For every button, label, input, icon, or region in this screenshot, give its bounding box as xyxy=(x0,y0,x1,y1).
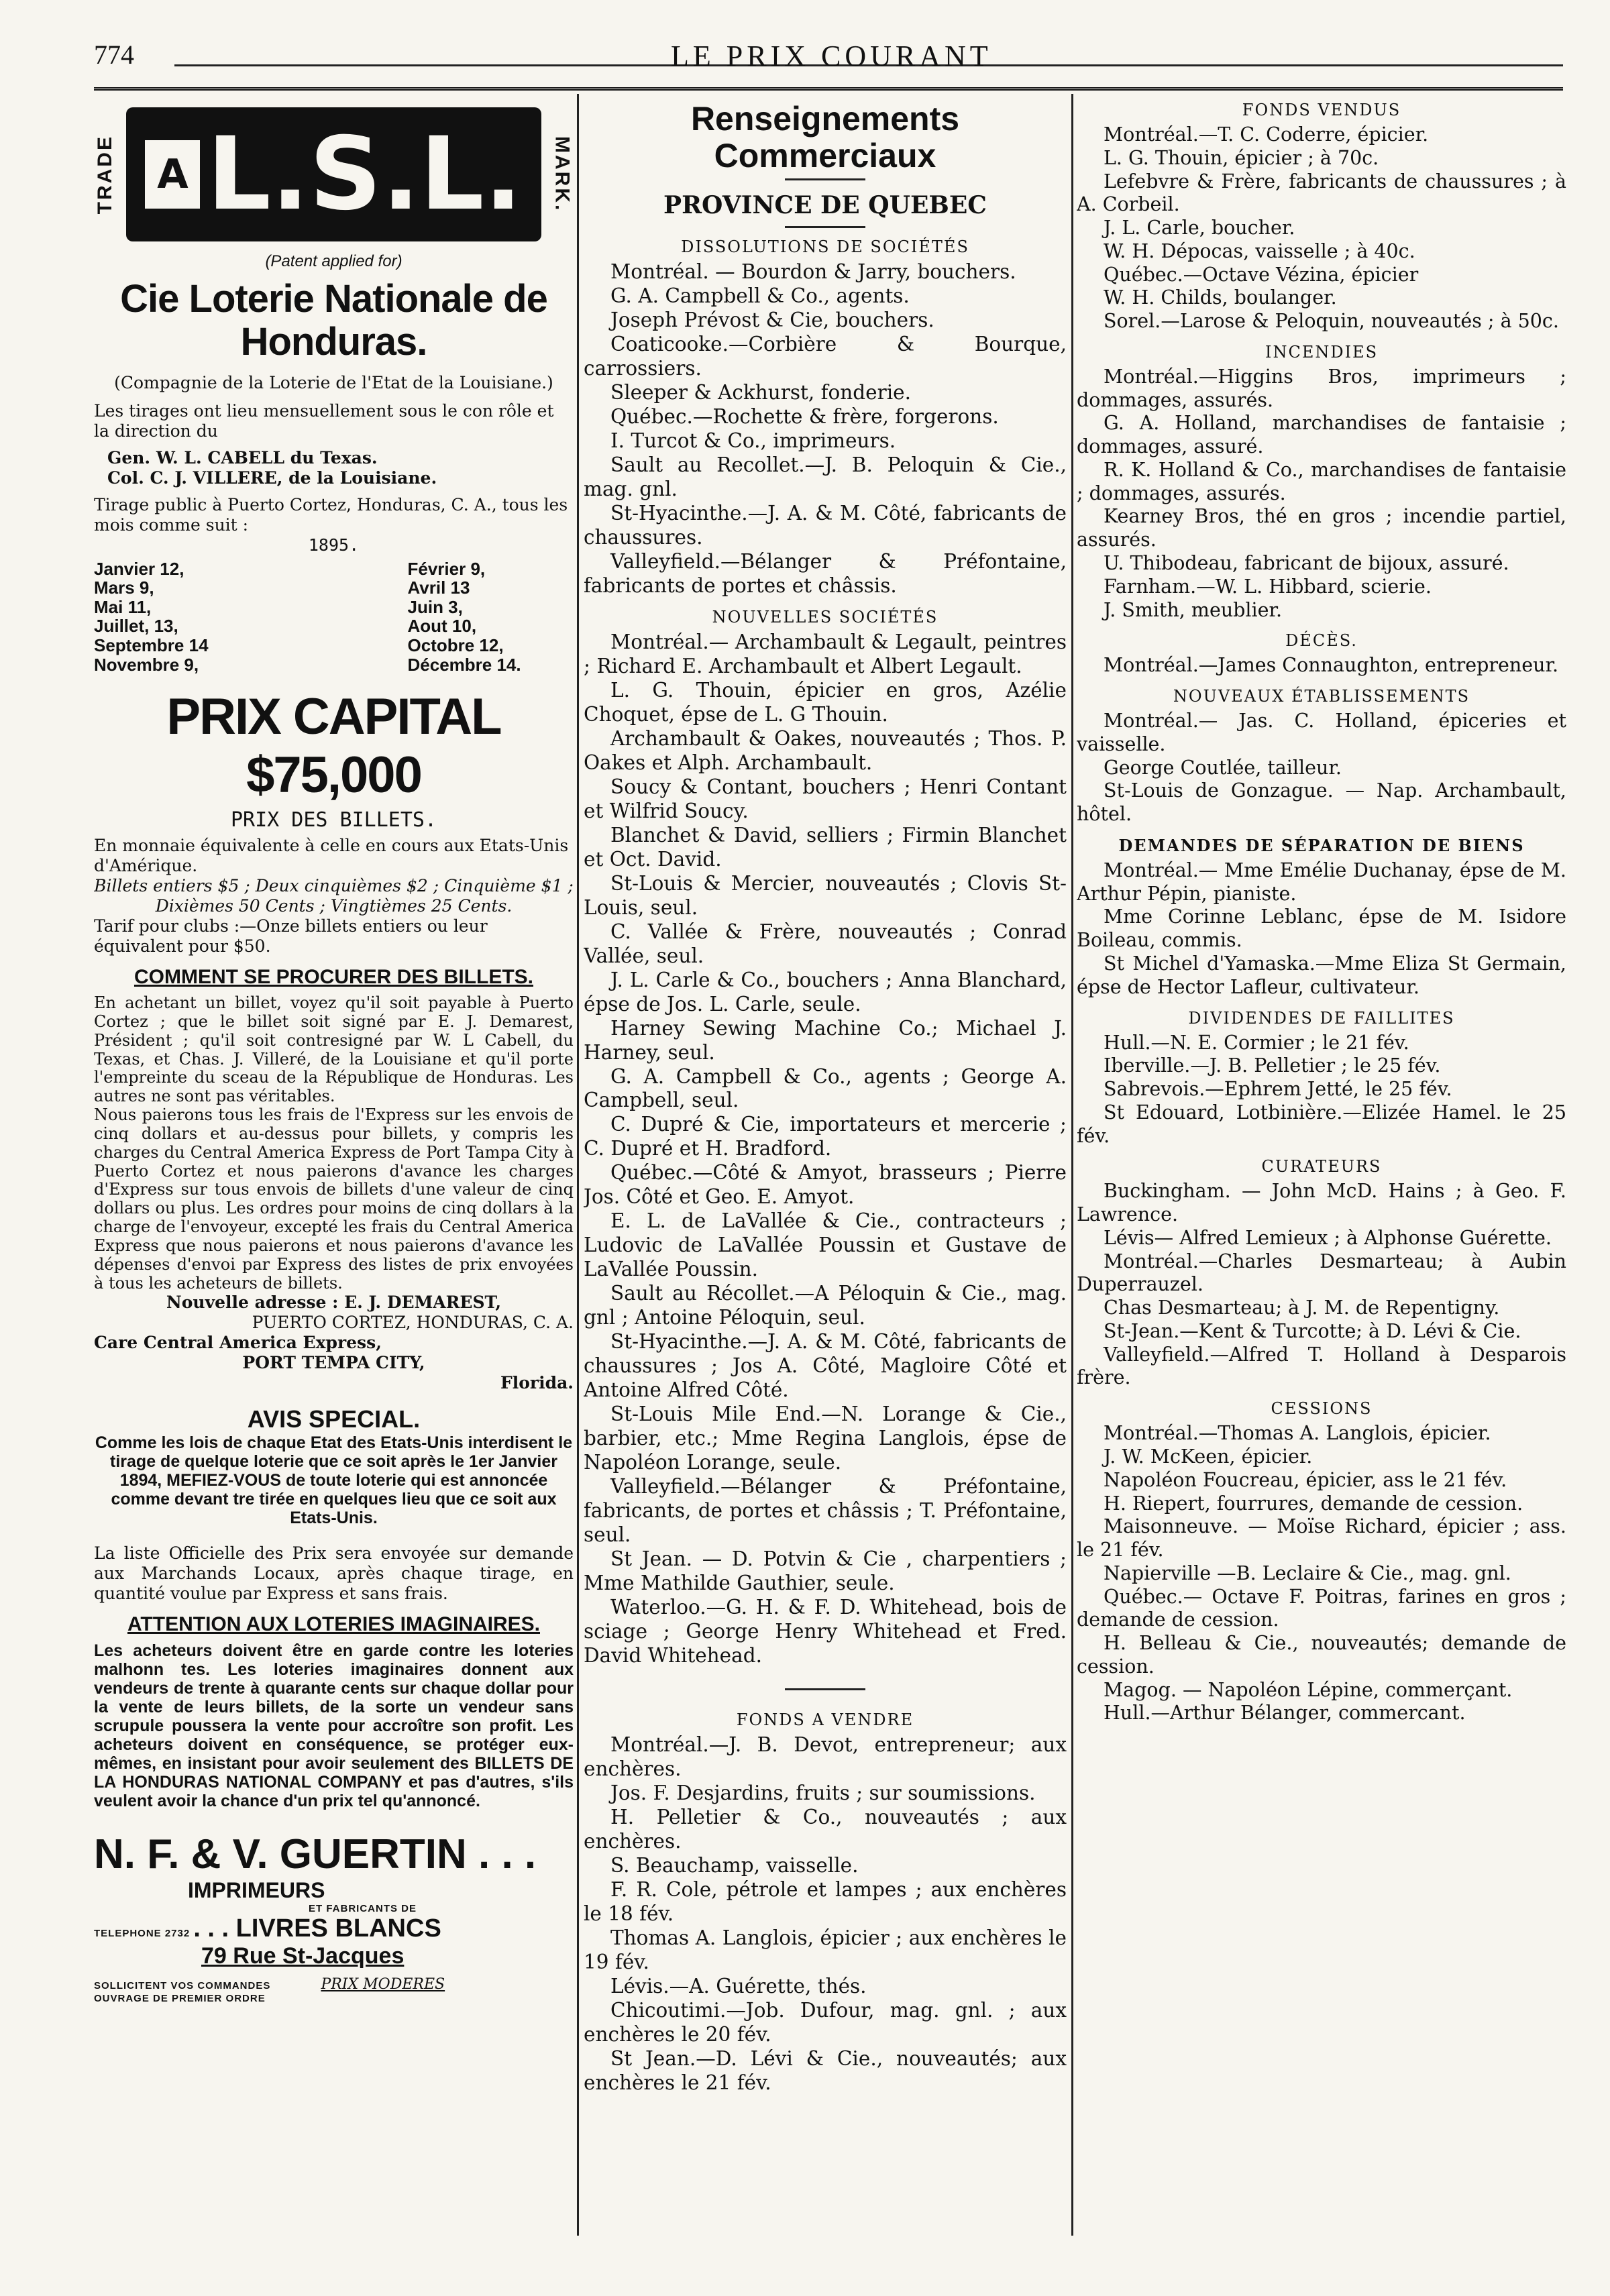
notice-entry: Iberville.—J. B. Pelletier ; le 25 fév. xyxy=(1104,1054,1441,1077)
notice-entry: Montréal.—Higgins Bros, imprimeurs ; dommages, assurés. xyxy=(1077,365,1566,411)
draw-dates xyxy=(94,559,574,675)
notice-entry: Montréal.— Archambault & Legault, peintres ; Richard E. Archambault et Albert Legault. xyxy=(584,630,1067,677)
notice-entry: Valleyfield.—Alfred T. Holland à Desparois frère. xyxy=(1077,1343,1566,1389)
monnaie-text: En monnaie équivalente à celle en cours aux Etats-Unis d'Amérique. xyxy=(94,836,569,876)
notice-entry: H. Riepert, fourrures, demande de cession. xyxy=(1104,1492,1523,1515)
notice-entry: Maisonneuve. — Moïse Richard, épicier ; ass. le 21 fév. xyxy=(1077,1515,1566,1562)
logo-text: L.S.L. xyxy=(207,116,523,233)
draw-date: Mai 11, xyxy=(94,596,152,617)
notice-entry: R. K. Holland & Co., marchandises de fantaisie ; dommages, assurés. xyxy=(1077,458,1566,504)
comment-body: En achetant un billet, voyez qu'il soit payable à Puerto Cortez ; que le billet soit signé par E. J. Demarest, Président ; qu'il soit contresigné par W. L Cabell, du Texas, et Chas. J. Villeré, de la Louisiane et qu'il porte l'empreinte du sceau de la République de Honduras. Les autres ne sont pas véritables. xyxy=(94,993,574,1106)
logo-letter: A xyxy=(145,140,200,209)
notice-entry: Hull.—N. E. Cormier ; le 21 fév. xyxy=(1104,1031,1409,1054)
notice-entry: George Coutlée, tailleur. xyxy=(1104,756,1342,779)
guertin-heading: N. F. & V. GUERTIN . . . xyxy=(94,1831,537,1878)
mark-label: MARK. xyxy=(551,136,574,213)
notice-entry: Napierville —B. Leclaire & Cie., mag. gnl. xyxy=(1104,1562,1511,1584)
notice-entry: L. G. Thouin, épicier ; à 70c. xyxy=(1104,146,1379,169)
lottery-advertisement-column xyxy=(94,101,574,2236)
short-rule xyxy=(785,226,865,228)
notice-entry: Chicoutimi.—Job. Dufour, mag. gnl. ; aux enchères le 20 fév. xyxy=(584,1998,1067,2046)
notice-entry: Farnham.—W. L. Hibbard, scierie. xyxy=(1104,575,1432,598)
notice-entry: Québec.— Octave F. Poitras, farines en gros ; demande de cession. xyxy=(1077,1585,1566,1631)
notice-entry: Napoléon Foucreau, épicier, ass le 21 fév. xyxy=(1104,1468,1507,1491)
notice-entry: C. Dupré & Cie, importateurs et mercerie ; C. Dupré et H. Bradford. xyxy=(584,1113,1067,1160)
fonds-a-vendre-heading: FONDS A VENDRE xyxy=(736,1710,914,1730)
notice-entry: Valleyfield.—Bélanger & Préfontaine, fabricants de portes et châssis. xyxy=(584,549,1067,597)
notice-entry: Mme Corinne Leblanc, épse de M. Isidore Boileau, commis. xyxy=(1077,906,1566,952)
express-body: Nous paierons tous les frais de l'Express sur les envois de cinq dollars et au-dessus pour billets, y compris les charges du Central America Express de Port Tampa City à Puerto Cortez et nous paierons d'avance les charges d'Express sur tous envois de billets d'une valeur de cinq dollars ou plus. Les ordres pour moins de cinq dollars à la charge de l'envoyeur, excepté les frais du Central America Express que nous paierons et nous paierons d'avance les dépenses d'envoi par Express des listes de prix envoyées à tous les acheteurs de billets. xyxy=(94,1105,574,1293)
notice-entry: Buckingham. — John McD. Hains ; à Geo. F. Lawrence. xyxy=(1077,1180,1566,1226)
notice-entry: J. Smith, meublier. xyxy=(1104,598,1283,621)
telephone-livres-line xyxy=(94,1914,574,1943)
tarif-clubs: Tarif pour clubs :—Onze billets entiers ou leur équivalent pour $50. xyxy=(94,916,488,956)
fonds-a-vendre-list xyxy=(584,1733,1067,2095)
draw-date: Octobre 12, xyxy=(407,635,504,655)
notice-entry: Québec.—Côté & Amyot, brasseurs ; Pierre Jos. Côté et Geo. E. Amyot. xyxy=(584,1161,1067,1209)
fonds-vendus-list xyxy=(1077,123,1566,333)
curateurs-list xyxy=(1077,1180,1566,1390)
notice-entry: Sleeper & Ackhurst, fonderie. xyxy=(610,380,911,404)
address-rue: 79 Rue St-Jacques xyxy=(201,1943,405,1969)
tirages-text: Les tirages ont lieu mensuellement sous le con rôle et la direction du xyxy=(94,400,554,441)
notice-entry: St-Hyacinthe.—J. A. & M. Côté, fabricants de chaussures ; Jos A. Côté, Magloire Côté et Antoine Alfred Côté. xyxy=(584,1330,1067,1402)
tirage-public: Tirage public à Puerto Cortez, Honduras, C. A., tous les mois comme suit : xyxy=(94,494,568,535)
notice-entry: Québec.—Rochette & frère, forgerons. xyxy=(610,404,999,428)
notice-entry: I. Turcot & Co., imprimeurs. xyxy=(610,429,896,452)
notice-entry: St Jean. — D. Potvin & Cie , charpentiers ; Mme Mathilde Gauthier, seule. xyxy=(584,1547,1067,1595)
draw-date: Janvier 12, xyxy=(94,558,184,579)
attention-heading: ATTENTION AUX LOTERIES IMAGINAIRES. xyxy=(127,1613,540,1636)
draw-date: Novembre 9, xyxy=(94,654,199,675)
notice-entry: St-Louis & Mercier, nouveautés ; Clovis St-Louis, seul. xyxy=(584,871,1067,919)
page-header xyxy=(94,39,1563,86)
incendies-heading: INCENDIES xyxy=(1265,342,1379,362)
notice-entry: St-Jean.—Kent & Turcotte; à D. Lévi & Cie. xyxy=(1104,1319,1521,1342)
notice-entry: C. Vallée & Frère, nouveautés ; Conrad Vallée, seul. xyxy=(584,920,1067,967)
notice-entry: Montréal.—J. B. Devot, entrepreneur; aux enchères. xyxy=(584,1733,1067,1781)
notice-entry: Lefebvre & Frère, fabricants de chaussures ; à A. Corbeil. xyxy=(1077,170,1566,216)
cessions-heading: CESSIONS xyxy=(1271,1399,1373,1419)
notice-entry: Montréal.—Charles Desmarteau; à Aubin Duperrauzel. xyxy=(1077,1250,1566,1296)
address-line-2: Care Central America Express, xyxy=(94,1333,382,1353)
comment-heading: COMMENT SE PROCURER DES BILLETS. xyxy=(133,966,534,989)
notice-entry: Montréal. — Bourdon & Jarry, bouchers. xyxy=(610,260,1016,283)
prix-billets-head: PRIX DES BILLETS. xyxy=(230,808,437,832)
running-title: LE PRIX COURANT xyxy=(671,40,992,72)
prix-moderes-label: PRIX MODERES xyxy=(321,1976,445,1993)
notice-entry: Archambault & Oakes, nouveautés ; Thos. P. Oakes et Alph. Archambault. xyxy=(584,726,1067,774)
notice-entry: St Jean.—D. Lévi & Cie., nouveautés; aux enchères le 21 fév. xyxy=(584,2046,1067,2094)
attention-body: Les acheteurs doivent être en garde contre les loteries malhonn tes. Les loteries imaginaires donnent aux vendeurs de trente à quarante cents sur chaque dollar pour la vente de leurs billets, de la sorte un vendeur sans scrupule poussera la vente pour accroître son profit. Les acheteurs doivent en conséquence, se protéger eux-mêmes, en insistant pour avoir seulement des BILLETS DE LA HONDURAS NATIONAL COMPANY et pas d'autres, s'ils veulent avoir la chance d'un prix tel qu'annoncé. xyxy=(94,1641,574,1811)
lottery-title: Cie Loterie Nationale de Honduras. xyxy=(120,277,547,364)
draw-date: Mars 9, xyxy=(94,578,154,598)
notice-entry: H. Pelletier & Co., nouveautés ; aux enchères. xyxy=(584,1806,1067,1853)
notice-entry: Harney Sewing Machine Co.; Michael J. Harney, seul. xyxy=(584,1016,1067,1064)
notice-entry: St-Hyacinthe.—J. A. & M. Côté, fabricants de chaussures. xyxy=(584,501,1067,549)
fabricants-label: ET FABRICANTS DE xyxy=(309,1903,417,1915)
nouvelles-societes-list xyxy=(584,631,1067,1668)
notice-entry: Valleyfield.—Bélanger & Préfontaine, fabricants, de portes et châssis ; T. Préfontaine, seul. xyxy=(584,1475,1067,1547)
fonds-vendus-heading: FONDS VENDUS xyxy=(1242,101,1401,119)
dividendes-list xyxy=(1077,1032,1566,1148)
fonds-column xyxy=(1077,101,1566,2236)
notice-entry: J. L. Carle & Co., bouchers ; Anna Blanchard, épse de Jos. L. Carle, seule. xyxy=(584,968,1067,1016)
notice-entry: Montréal.— Jas. C. Holland, épiceries et vaisselle. xyxy=(1077,710,1566,755)
top-double-rule xyxy=(94,87,1563,91)
draw-date: Juin 3, xyxy=(407,596,463,617)
separation-biens-heading: DEMANDES DE SÉPARATION DE BIENS xyxy=(1118,835,1525,855)
guertin-footer xyxy=(94,1976,574,1993)
province-heading: PROVINCE DE QUEBEC xyxy=(663,191,987,219)
notice-entry: Montréal.—Thomas A. Langlois, épicier. xyxy=(1104,1422,1491,1445)
lottery-subtitle: (Compagnie de la Loterie de l'Etat de la Louisiane.) xyxy=(114,372,553,392)
notice-entry: Montréal.—James Connaughton, entrepreneur. xyxy=(1104,654,1559,677)
draw-year: 1895. xyxy=(308,535,360,555)
column-rule-2 xyxy=(1071,94,1073,2236)
nouveaux-etablissements-heading: NOUVEAUX ÉTABLISSEMENTS xyxy=(1173,687,1470,706)
notice-entry: St Michel d'Yamaska.—Mme Eliza St Germain, épse de Hector Lafleur, cultivateur. xyxy=(1077,952,1566,998)
draw-date: Septembre 14 xyxy=(94,635,209,655)
notice-entry: Sorel.—Larose & Peloquin, nouveautés ; à 50c. xyxy=(1104,310,1559,333)
notice-entry: Sault au Récollet.—A Péloquin & Cie., mag. gnl ; Antoine Péloquin, seul. xyxy=(584,1282,1067,1329)
dissolutions-list xyxy=(584,260,1067,598)
renseignements-column xyxy=(584,101,1067,2236)
draw-date: Aout 10, xyxy=(407,616,477,637)
ouvrage-label: OUVRAGE DE PREMIER ORDRE xyxy=(94,1993,266,2005)
notice-entry: Blanchet & David, selliers ; Firmin Blanchet et Oct. David. xyxy=(584,823,1067,871)
notice-entry: St-Louis Mile End.—N. Lorange & Cie., barbier, etc.; Mme Regina Langlois, épse de Napoléon Lorange, seule. xyxy=(584,1403,1067,1474)
notice-entry: Québec.—Octave Vézina, épicier xyxy=(1104,263,1419,286)
notice-entry: Lévis— Alfred Lemieux ; à Alphonse Guérette. xyxy=(1104,1226,1552,1249)
sollicitent-label: SOLLICITENT VOS COMMANDES xyxy=(94,1980,271,1992)
notice-entry: H. Belleau & Cie., nouveautés; demande de cession. xyxy=(1077,1632,1566,1678)
notice-entry: Joseph Prévost & Cie, bouchers. xyxy=(610,308,934,331)
notice-entry: Coaticooke.—Corbière & Bourque, carrossiers. xyxy=(584,332,1067,380)
notice-entry: Jos. F. Desjardins, fruits ; sur soumissions. xyxy=(610,1782,1036,1805)
notice-entry: J. W. McKeen, épicier. xyxy=(1104,1445,1313,1468)
deces-list xyxy=(1077,654,1566,677)
lsl-logo xyxy=(126,107,541,241)
imprimeurs-label: IMPRIMEURS xyxy=(188,1878,325,1903)
avis-special-body: Comme les lois de chaque Etat des Etats-Unis interdisent le tirage de quelque loterie que ce soit après le 1er Janvier 1894, MEFIEZ-VOUS de toute loterie qui est annoncée comme devant tre tirée en quelques lieu que ce soit aux Etats-Unis. xyxy=(95,1433,573,1528)
incendies-list xyxy=(1077,366,1566,622)
short-rule xyxy=(785,1688,865,1690)
liste-officielle: La liste Officielle des Prix sera envoyée sur demande aux Marchands Locaux, après chaque tirage, en quantité voulue par Express et sans frais. xyxy=(94,1543,574,1604)
notice-entry: Montréal.— Mme Emélie Duchanay, épse de M. Arthur Pépin, pianiste. xyxy=(1077,859,1566,905)
notice-entry: G. A. Campbell & Co., agents ; George A. Campbell, seul. xyxy=(584,1064,1067,1112)
notice-entry: St Edouard, Lotbinière.—Elizée Hamel. le 25 fév. xyxy=(1077,1101,1566,1147)
separation-biens-list xyxy=(1077,859,1566,999)
patent-note: (Patent applied for) xyxy=(265,252,402,270)
nouvelle-adresse: Nouvelle adresse : E. J. DEMAREST, xyxy=(166,1293,502,1313)
notice-entry: Hull.—Arthur Bélanger, commercant. xyxy=(1104,1702,1466,1725)
notice-entry: Waterloo.—G. H. & F. D. Whitehead, bois de sciage ; George Henry Whitehead et Fred. David Whitehead. xyxy=(584,1596,1067,1668)
notice-entry: W. H. Dépocas, vaisselle ; à 40c. xyxy=(1104,239,1415,262)
address-line-1: PUERTO CORTEZ, HONDURAS, C. A. xyxy=(252,1313,574,1333)
nouvelles-societes-heading: NOUVELLES SOCIÉTÉS xyxy=(712,607,938,626)
colonel-name: Col. C. J. VILLERE, de la Louisiane. xyxy=(107,468,437,488)
notice-entry: Magog. — Napoléon Lépine, commerçant. xyxy=(1104,1678,1513,1701)
notice-entry: Sault au Recollet.—J. B. Peloquin & Cie., mag. gnl. xyxy=(584,453,1067,500)
short-rule xyxy=(785,178,865,180)
notice-entry: F. R. Cole, pétrole et lampes ; aux enchères le 18 fév. xyxy=(584,1878,1067,1925)
notice-entry: Thomas A. Langlois, épicier ; aux enchères le 19 fév. xyxy=(584,1926,1067,1973)
notice-entry: Montréal.—T. C. Coderre, épicier. xyxy=(1104,123,1429,146)
notice-entry: G. A. Holland, marchandises de fantaisie ; dommages, assuré. xyxy=(1077,412,1566,458)
notice-entry: St-Louis de Gonzague. — Nap. Archambault, hôtel. xyxy=(1077,779,1566,826)
draw-date: Avril 13 xyxy=(407,578,470,598)
notice-entry: Chas Desmarteau; à J. M. de Repentigny. xyxy=(1104,1297,1500,1319)
nouveaux-etablissements-list xyxy=(1077,710,1566,826)
notice-entry: Kearney Bros, thé en gros ; incendie partiel, assurés. xyxy=(1077,505,1566,551)
address-line-4: Florida. xyxy=(500,1373,574,1393)
livres-blancs-label: . . . LIVRES BLANCS xyxy=(193,1914,441,1943)
dissolutions-heading: DISSOLUTIONS DE SOCIÉTÉS xyxy=(681,237,969,256)
cessions-list xyxy=(1077,1422,1566,1725)
draw-date: Juillet, 13, xyxy=(94,616,178,637)
telephone-label: TELEPHONE 2732 xyxy=(94,1928,191,1940)
curateurs-heading: CURATEURS xyxy=(1261,1157,1382,1177)
avis-special-heading: AVIS SPECIAL. xyxy=(247,1405,421,1433)
lsl-trademark xyxy=(94,101,574,248)
notice-entry: S. Beauchamp, vaisselle. xyxy=(610,1854,859,1877)
notice-entry: W. H. Childs, boulanger. xyxy=(1104,286,1337,309)
notice-entry: Soucy & Contant, bouchers ; Henri Contant et Wilfrid Soucy. xyxy=(584,775,1067,822)
notice-entry: G. A. Campbell & Co., agents. xyxy=(610,284,910,307)
billet-prices: Billets entiers $5 ; Deux cinquièmes $2 ; Cinquième $1 ; Dixièmes 50 Cents ; Vingtièmes 25 Cents. xyxy=(94,876,574,916)
trade-label: TRADE xyxy=(94,134,117,215)
notice-entry: U. Thibodeau, fabricant de bijoux, assuré. xyxy=(1104,552,1509,575)
deces-heading: DÉCÈS. xyxy=(1285,631,1358,651)
notice-entry: Sabrevois.—Ephrem Jetté, le 25 fév. xyxy=(1104,1078,1452,1101)
column-rule-1 xyxy=(577,94,579,2236)
draw-date: Février 9, xyxy=(407,558,486,579)
draw-date: Décembre 14. xyxy=(407,654,521,675)
page-number: 774 xyxy=(94,40,134,70)
general-name: Gen. W. L. CABELL du Texas. xyxy=(107,447,378,468)
notice-entry: E. L. de LaVallée & Cie., contracteurs ; Ludovic de LaVallée Poussin et Gustave de LaVallée Poussin. xyxy=(584,1209,1067,1281)
prix-capital: PRIX CAPITAL $75,000 xyxy=(166,688,501,804)
renseignements-title: Renseignements Commerciaux xyxy=(690,101,960,174)
address-line-3: PORT TEMPA CITY, xyxy=(242,1353,425,1373)
notice-entry: L. G. Thouin, épicier en gros, Azélie Choquet, épse de L. G Thouin. xyxy=(584,678,1067,726)
notice-entry: Lévis.—A. Guérette, thés. xyxy=(610,1974,867,1998)
dividendes-heading: DIVIDENDES DE FAILLITES xyxy=(1188,1008,1455,1028)
notice-entry: J. L. Carle, boucher. xyxy=(1104,217,1295,239)
